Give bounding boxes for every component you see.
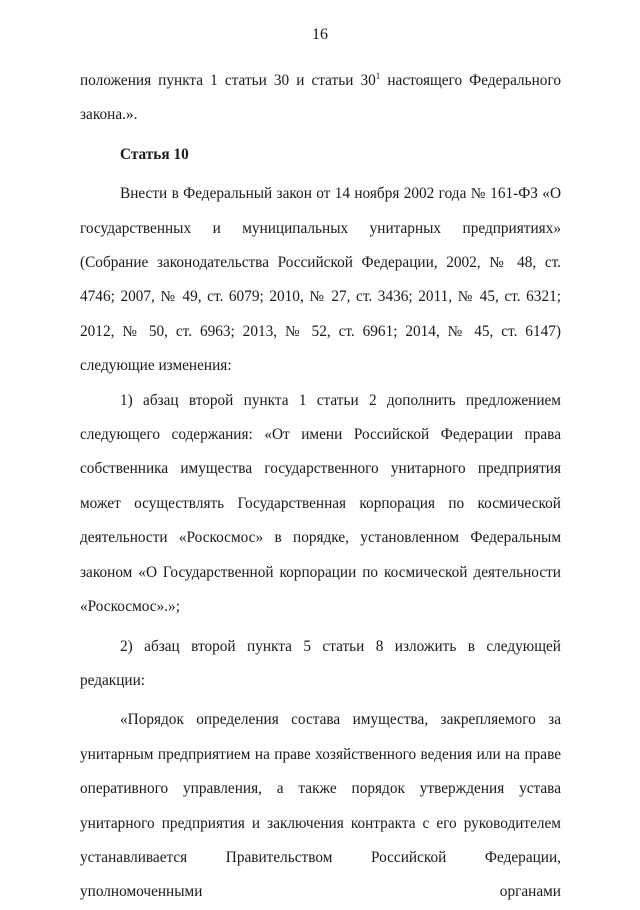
- document-body: [80, 64, 561, 910]
- paragraph-continuation: [80, 64, 561, 133]
- article-title: Статья 10: [120, 145, 189, 163]
- paragraph-amendment-1: 1) абзац второй пункта 1 статьи 2 дополнить предложением следующего содержания: «От имени Российской Федерации права собственника имущества государственного унитарного предприятия может осуществлять Государственная корпорация по космической деятельности «Роскосмос» в порядке, установленном Федеральным законом «О Государственной корпорации по космической деятельности «Роскосмос».»;: [80, 391, 561, 616]
- paragraph-amendment-2: 2) абзац второй пункта 5 статьи 8 изложить в следующей редакции:: [80, 637, 561, 689]
- page-number: 16: [312, 26, 328, 43]
- paragraph-quoted-text: «Порядок определения состава имущества, закрепляемого за унитарным предприятием на праве хозяйственного ведения или на праве оперативного управления, а также порядок утверждения устава унитарного предприятия и заключения контракта с его руководителем устанавливается Правительством Российской Федерации, уполномоченными органами: [80, 711, 561, 901]
- superscript-index: 1: [375, 70, 381, 81]
- paragraph-continuation-text-b: настоящего Федерального закона.».: [80, 72, 561, 124]
- paragraph-continuation-text-a: положения пункта 1 статьи 30 и статьи 30: [80, 72, 376, 89]
- paragraph-article-intro: Внести в Федеральный закон от 14 ноября 2002 года № 161-ФЗ «О государственных и муниципальных унитарных предприятиях» (Собрание законодательства Российской Федерации, 2002, № 48, ст. 4746; 2007, № 49, ст. 6079; 2010, № 27, ст. 3436; 2011, № 45, ст. 6321; 2012, № 50, ст. 6963; 2013, № 52, ст. 6961; 2014, № 45, ст. 6147) следующие изменения:: [80, 185, 561, 375]
